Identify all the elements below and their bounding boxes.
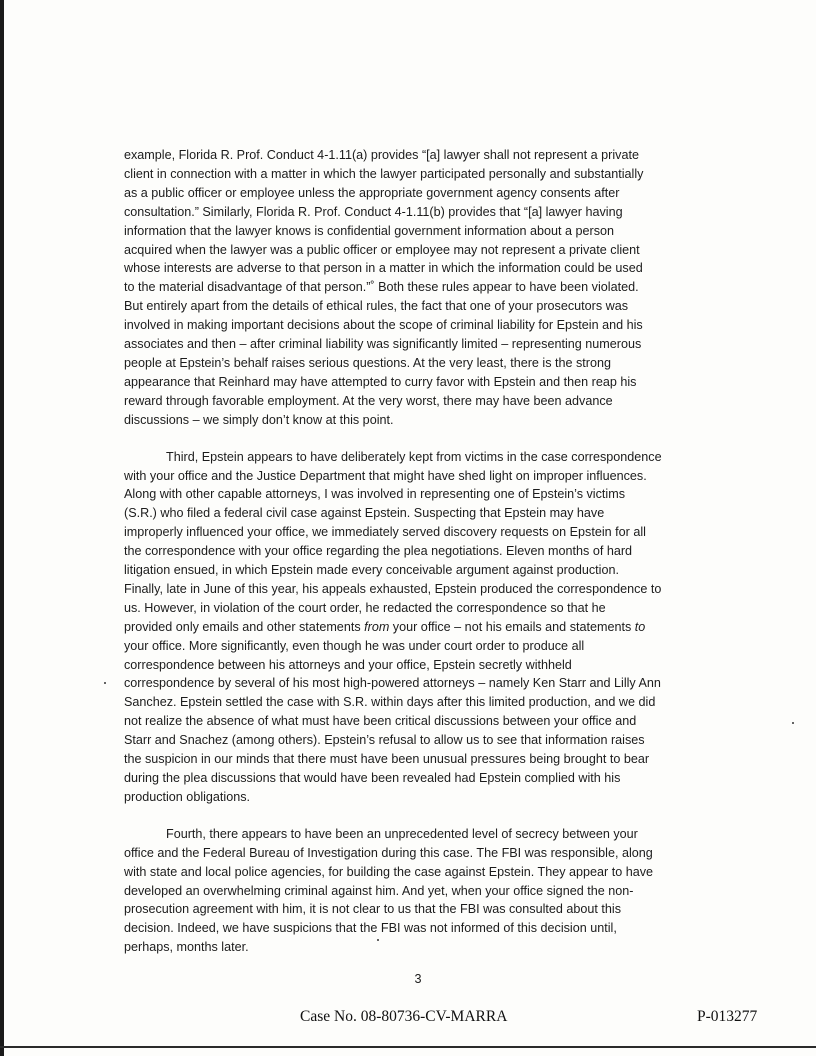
text-line: litigation ensued, in which Epstein made every conceivable argument against production. <box>124 563 619 578</box>
text-line: reward through favorable employment. At the very worst, there may have been advance <box>124 393 613 408</box>
bottom-rule <box>0 1046 816 1048</box>
bates-number: P-013277 <box>697 1008 758 1025</box>
emphasized-text: to <box>634 619 646 634</box>
text-segment: provided only emails and other statements <box>124 619 365 634</box>
text-line: to the material disadvantage of that person.”˚ Both these rules appear to have been violated. <box>124 280 639 295</box>
text-line: the suspicion in our minds that there must have been unusual pressures being brought to bear <box>124 752 650 767</box>
text-line: whose interests are adverse to that person in a matter in which the information could be used <box>124 261 643 276</box>
scan-speck <box>104 682 106 684</box>
text-line: perhaps, months later. <box>124 940 249 955</box>
text-line: information that the lawyer knows is confidential government information about a person <box>124 223 615 238</box>
paragraph-ethics <box>124 146 724 430</box>
scan-edge <box>0 0 4 1056</box>
text-line: associates and then – after criminal liability was significantly limited – representing numerous <box>124 337 642 352</box>
paragraph-third <box>124 448 724 807</box>
text-line: decision. Indeed, we have suspicions that the FBI was not informed of this decision until, <box>124 921 617 936</box>
text-line: correspondence between his attorneys and your office, Epstein secretly withheld <box>124 657 572 672</box>
paragraph-fourth <box>124 825 724 957</box>
text-line: Third, Epstein appears to have deliberately kept from victims in the case correspondence <box>166 449 662 464</box>
text-line: production obligations. <box>124 789 251 804</box>
letter-body <box>124 146 724 957</box>
text-line: appearance that Reinhard may have attempted to curry favor with Epstein and then reap his <box>124 374 637 389</box>
text-line: people at Epstein’s behalf raises serious questions. At the very least, there is the strong <box>124 355 612 370</box>
text-segment: your office – not his emails and statements <box>389 619 635 634</box>
text-line: client in connection with a matter in which the lawyer participated personally and substantially <box>124 166 644 181</box>
text-line: not realize the absence of what must have been critical discussions between your office and <box>124 714 637 729</box>
text-line: with your office and the Justice Department that might have shed light on improper influences. <box>124 468 647 483</box>
text-line: correspondence by several of his most high-powered attorneys – namely Ken Starr and Lilly Ann <box>124 676 661 691</box>
text-line: discussions – we simply don’t know at this point. <box>124 412 394 427</box>
emphasized-text: from <box>364 619 390 634</box>
text-line: prosecution agreement with him, it is not clear to us that the FBI was consulted about this <box>124 902 622 917</box>
text-line: us. However, in violation of the court order, he redacted the correspondence so that he <box>124 600 606 615</box>
text-line: your office. More significantly, even though he was under court order to produce all <box>124 638 585 653</box>
text-line: with state and local police agencies, for building the case against Epstein. They appear to have <box>124 864 654 879</box>
text-line: as a public officer or employee unless the appropriate government agency consents after <box>124 185 620 200</box>
text-line: acquired when the lawyer was a public officer or employee may not represent a private client <box>124 242 640 257</box>
scan-speck <box>377 939 379 941</box>
text-line: Sanchez. Epstein settled the case with S.R. within days after this limited production, and we did <box>124 695 656 710</box>
text-line: Fourth, there appears to have been an unprecedented level of secrecy between your <box>166 826 638 841</box>
text-line: Finally, late in June of this year, his appeals exhausted, Epstein produced the correspondence to <box>124 581 662 596</box>
text-line: (S.R.) who filed a federal civil case against Epstein. Suspecting that Epstein may have <box>124 506 605 521</box>
scan-speck <box>792 722 794 724</box>
case-number: Case No. 08-80736-CV-MARRA <box>300 1008 508 1025</box>
text-line: office and the Federal Bureau of Investigation during this case. The FBI was responsible, along <box>124 845 653 860</box>
text-line: involved in making important decisions about the scope of criminal liability for Epstein and his <box>124 318 643 333</box>
text-line: developed an overwhelming criminal against him. And yet, when your office signed the non- <box>124 883 634 898</box>
text-line: consultation.” Similarly, Florida R. Prof. Conduct 4-1.11(b) provides that “[a] lawyer having <box>124 204 623 219</box>
text-line: But entirely apart from the details of ethical rules, the fact that one of your prosecutors was <box>124 299 629 314</box>
text-line: example, Florida R. Prof. Conduct 4-1.11(a) provides “[a] lawyer shall not represent a private <box>124 148 639 162</box>
page-number: 3 <box>414 972 422 986</box>
text-line: Along with other capable attorneys, I was involved in representing one of Epstein’s victims <box>124 487 625 502</box>
text-line: Starr and Snachez (among others). Epstein’s refusal to allow us to see that information raises <box>124 733 645 748</box>
text-line: improperly influenced your office, we immediately served discovery requests on Epstein for all <box>124 525 646 540</box>
text-line: the correspondence with your office regarding the plea negotiations. Eleven months of hard <box>124 544 633 559</box>
text-line: during the plea discussions that would have been revealed had Epstein complied with his <box>124 771 621 785</box>
